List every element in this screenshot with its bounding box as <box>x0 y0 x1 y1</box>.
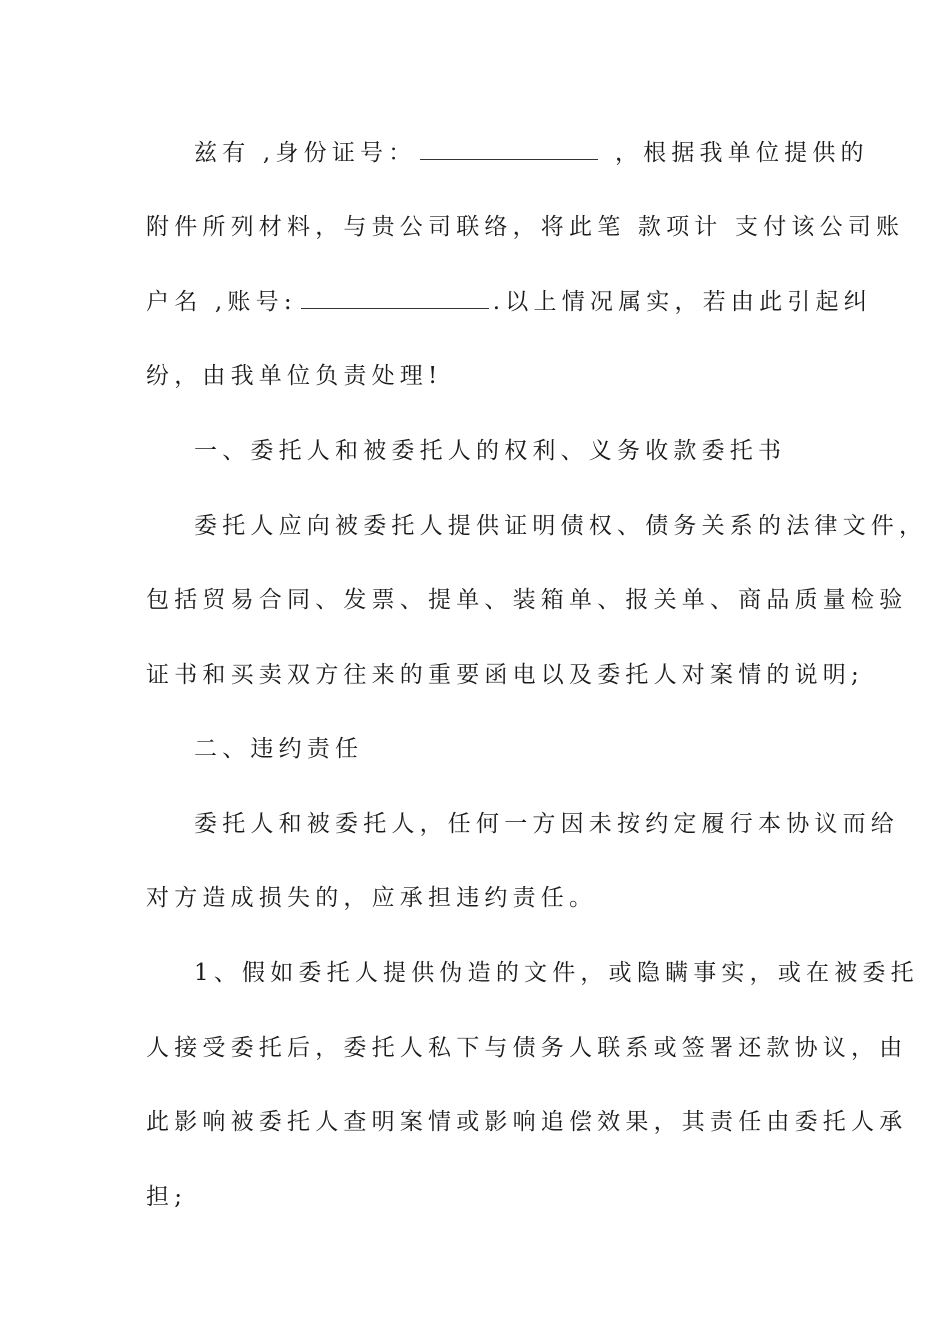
line-text: 附件所列材料，与贵公司联络，将此笔 款项计 支付该公司账 <box>146 214 905 240</box>
section-heading <box>194 431 874 471</box>
account-number-blank <box>301 288 489 309</box>
line-text: 二、违约责任 <box>194 736 364 762</box>
line-text: 对方造成损失的，应承担违约责任。 <box>146 885 598 911</box>
paragraph-line <box>146 580 908 620</box>
line-text: 包括贸易合同、发票、提单、装箱单、报关单、商品质量检验 <box>146 587 908 613</box>
line-text: 1、假如委托人提供伪造的文件，或隐瞒事实，或在被委托 <box>194 960 919 986</box>
paragraph-line <box>146 1102 908 1142</box>
line-text: 委托人和被委托人，任何一方因未按约定履行本协议而给 <box>194 811 899 837</box>
paragraph-line <box>194 953 919 993</box>
section-heading <box>194 729 874 769</box>
id-number-blank <box>420 139 598 160</box>
paragraph-line <box>194 804 899 844</box>
paragraph-line <box>146 207 905 247</box>
line-text: 纷，由我单位负责处理! <box>146 363 443 389</box>
paragraph-line <box>146 655 864 695</box>
line-text: ，根据我单位提供的 <box>602 140 869 166</box>
line-text: 此影响被委托人查明案情或影响追偿效果，其责任由委托人承 <box>146 1109 908 1135</box>
line-text: 委托人应向被委托人提供证明债权、债务关系的法律文件， <box>194 513 928 539</box>
line-text: .以上情况属实，若由此引起纠 <box>492 289 872 315</box>
paragraph-line <box>194 506 928 546</box>
paragraph-line <box>146 356 826 396</box>
line-text: 担; <box>146 1184 188 1210</box>
paragraph-line <box>194 133 874 173</box>
line-text: 一、委托人和被委托人的权利、义务收款委托书 <box>194 438 787 464</box>
line-text: 兹有 ,身份证号： <box>194 140 417 166</box>
line-text: 户名 ,账号: <box>146 289 297 315</box>
line-text: 证书和买卖双方往来的重要函电以及委托人对案情的说明; <box>146 662 864 688</box>
paragraph-line <box>146 282 872 322</box>
line-text: 人接受委托后，委托人私下与债务人联系或签署还款协议，由 <box>146 1035 908 1061</box>
paragraph-line <box>146 1177 826 1217</box>
paragraph-line <box>146 878 826 918</box>
paragraph-line <box>146 1028 908 1068</box>
